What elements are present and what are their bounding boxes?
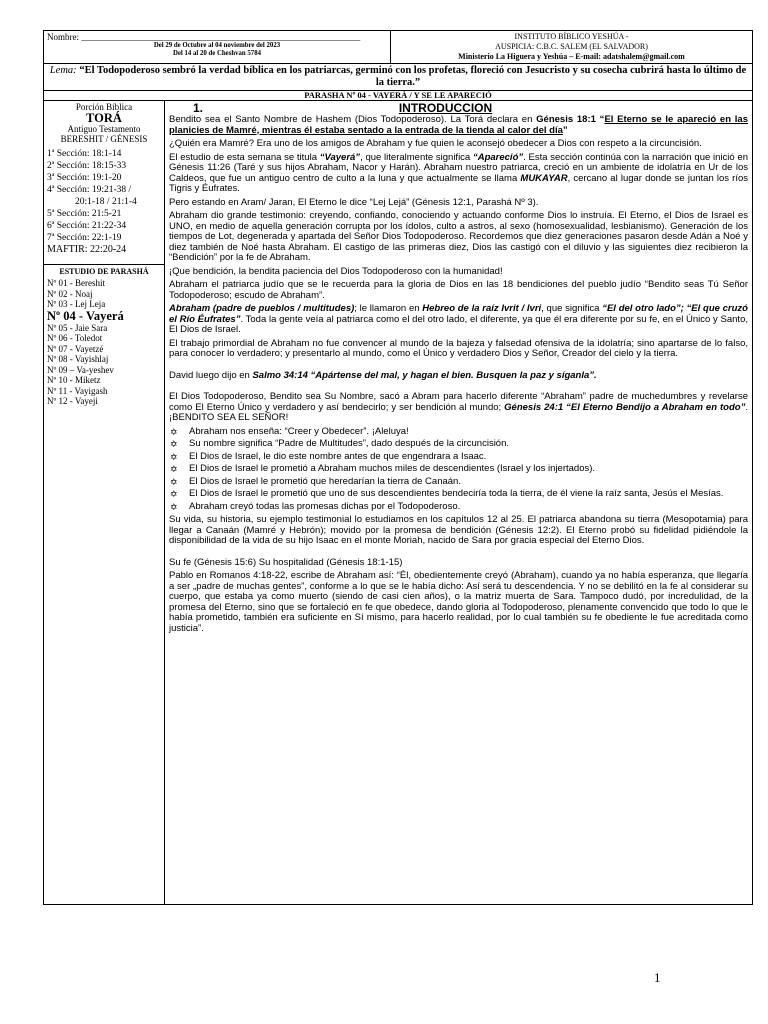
star-of-david-icon: ✡ <box>170 501 178 512</box>
section-item: 5ª Sección: 21:5-21 <box>47 209 122 219</box>
name-field-label: Nombre: ______________________________________________________________ <box>47 32 361 42</box>
parasha-item: Nº 10 - Miketz <box>47 375 101 385</box>
paragraph: Abraham (padre de pueblos / multitudes); le llamaron en Hebreo de la raíz Ivrit / Ivri, que significa “El del otro lado”; “El que cruzó el Río Éufrates”. Toda la gente veía al patriarca como el del otro lado, el diferente, ya que él era diferente por su fe, en el Único y Santo, El Dios de Israel. <box>169 303 748 335</box>
parasha-item: Nº 09 – Va-yeshev <box>47 364 114 375</box>
section-item: 7ª Sección: 22:1-19 <box>47 233 122 243</box>
header-table <box>43 30 753 64</box>
star-of-david-icon: ✡ <box>170 439 178 449</box>
paragraph: El Dios Todopoderoso, Bendito sea Su Nombre, sacó a Abram para hacerlo diferente “Abraham” padre de muchedumbres y revelarse como El Eterno Único y verdadero y así bendecirlo; y ser bendición al mundo; Génesis 24:1 “El Eterno Bendijo a Abraham en todo”. ¡BENDITO SEA EL SEÑOR! <box>169 391 748 423</box>
main-content <box>165 101 752 904</box>
parasha-item: Nº 08 - Vayishlaj <box>47 354 109 364</box>
lema-label: Lema: <box>49 65 77 76</box>
parasha-item: Nº 05 - Jaie Sara <box>47 322 108 333</box>
list-item: ✡ Su nombre significa “Padre de Multitudes”, dado después de la circuncisión. <box>170 438 510 449</box>
header-right-cell <box>391 31 753 64</box>
parasha-item: Nº 01 - Bereshit <box>47 278 106 288</box>
parasha-item: Nº 07 - Vayetzé <box>47 343 104 354</box>
paragraph: Pablo en Romanos 4:18-22, escribe de Abraham así: “Él, obedientemente creyó (Abraham), cuando ya no había esperanza, que llegaría a ser „padre de muchas gentes”, conforme a lo que se le había dicho: Así será tu descendencia. Y no se debilitó en la fe al considerar su cuerpo, que estaba ya como muerto (siendo de casi cien años), o la matriz muerta de Sara. Tampoco dudó, por incredulidad, de la promesa del Eterno, sino que se fortaleció en fe que obedece, dando gloria al Todopoderoso, plenamente convencido que todo lo que le había prometido, también era suficiente en Sí mismo, para hacerlo realidad, por lo cual también su fe obediente le fue acreditada como justicia”. <box>169 570 748 634</box>
paragraph: Bendito sea el Santo Nombre de Hashem (Dios Todopoderoso). La Torá declara en Génesis 18:1 “El Eterno se le apareció en las planicies de Mamré, mientras él estaba sentado a la entrada de la tienda al calor del día” <box>169 114 748 136</box>
section-title: INTRODUCCION <box>398 101 493 115</box>
section-list <box>44 144 164 256</box>
estudio-title: ESTUDIO DE PARASHÁ <box>59 267 149 276</box>
parasha-item: Nº 11 - Vayigash <box>47 385 108 396</box>
list-item: ✡ El Dios de Israel le prometió que uno de sus descendientes bendeciría toda la tierra, de él viene la raíz santa, Jesús el Mesías. <box>170 488 724 499</box>
parasha-item: Nº 02 - Noaj <box>47 288 93 299</box>
book-label: BERESHIT / GÉNESIS <box>60 133 148 144</box>
list-item: ✡ El Dios de Israel, le dio este nombre antes de que engendrara a Isaac. <box>170 450 487 462</box>
ministry-contact: Ministerio La Higuera y Yeshúa – E-mail: adatshalem@gmail.com <box>458 52 685 61</box>
paragraph: Abraham dio grande testimonio: creyendo, confiando, conociendo y actuando conforme Dios lo instruía. El Eterno, el Dios de Israel es UNO, en medio de aquella generación corrupta por los ídolos, culto a astros, al sexo (homosexualidad, lesbianismo). Generación de los tiempos de Lot, degenerada y apartada del Señor Dios Todopoderoso. Recordemos que diez generaciones pasaron desde Adán a Noé y diez también de Noé hasta Abraham. El castigo de las primeras diez, Dios las castigó con el diluvio y las siguientes diez recibieron la “Bendición” por la fe de Abraham. <box>169 210 748 263</box>
section-number: 1. <box>193 101 204 115</box>
paragraph: Abraham el patriarca judío que se le recuerda para la gloria de Dios en las 18 bendiciones del pueblo judío “Bendito seas Tú Señor Todopoderoso; escudo de Abraham”. <box>169 279 748 301</box>
paragraph: David luego dijo en Salmo 34:14 “Apártense del mal, y hagan el bien. Busquen la paz y síganla”. <box>169 369 597 381</box>
paragraph: Su fe (Génesis 15:6) Su hospitalidad (Génesis 18:1-15) <box>169 556 403 568</box>
institute-sponsor: AUSPICIA: C.B.C. SALEM (EL SALVADOR) <box>495 42 648 51</box>
paragraph: ¡Que bendición, la bendita paciencia del Dios Todopoderoso con la humanidad! <box>169 265 503 277</box>
porcion-label: Porción Bíblica <box>75 102 133 112</box>
section-item: 20:1-18 / 21:1-4 <box>75 197 137 207</box>
sidebar <box>44 101 165 904</box>
parasha-item: Nº 06 - Toledot <box>47 333 103 343</box>
worksheet <box>43 30 753 905</box>
maftir-item: MAFTIR: 22:20-24 <box>47 244 127 255</box>
star-of-david-icon: ✡ <box>170 489 178 499</box>
section-item: 6ª Sección: 21:22-34 <box>47 221 127 231</box>
list-item: ✡ Abraham creyó todas las promesas dichas por el Todopoderoso. <box>170 500 461 512</box>
testamento-label: Antiguo Testamento <box>67 124 141 134</box>
parasha-item-current: Nº 04 - Vayerá <box>47 308 124 323</box>
content-row <box>43 101 753 905</box>
lema-box <box>43 64 753 91</box>
parasha-title: PARASHA Nº 04 - VAYERÁ / Y SE LE APARECIÓ <box>43 91 753 101</box>
list-item: ✡ El Dios de Israel le prometió que heredarían la tierra de Canaán. <box>170 475 461 487</box>
header-left-cell <box>44 31 391 64</box>
page-number: 1 <box>654 970 661 985</box>
paragraph: El estudio de esta semana se titula “Vayerá”, que literalmente significa “Apareció”. Esta sección continúa con la narración que inició en Génesis 11:26 (Taré y sus hijos Abraham, Nacor y Harán). Abraham nuestro patriarca, creció en un ambiente de idolatría en Ur de los Caldeos, que fue un antiguo centro de culto a la luna y que actualmente se llama MUKAYAR, cercano al lugar donde se juntan los ríos Tigris y Éufrates. <box>169 151 749 194</box>
date-range: Del 29 de Octubre al 04 noviembre del 2023 <box>153 42 281 49</box>
paragraph: ¿Quién era Mamré? Era uno de los amigos de Abraham y fue quien le aconsejó obedecer a Dios con respeto a la circuncisión. <box>169 138 702 149</box>
paragraph: El trabajo primordial de Abraham no fue convencer al mundo de la bajeza y falsedad ofensiva de la idolatría; sino apartarse de lo falso, para conocer lo verdadero; y presentarlo al mundo, como el Único y verdadero Dios y Señor, Creador del cielo y la tierra. <box>169 337 748 359</box>
sidebar-header <box>44 102 164 144</box>
estudio-section <box>44 264 164 407</box>
list-item: ✡ Abraham nos enseña: “Creer y Obedecer”. ¡Aleluya! <box>170 425 409 437</box>
section-item: 3ª Sección: 19:1-20 <box>47 173 122 183</box>
section-item: 4ª Sección: 19:21-38 / <box>47 185 132 195</box>
star-of-david-icon: ✡ <box>170 464 178 474</box>
list-item: ✡ El Dios de Israel le prometió a Abraham muchos miles de descendientes (Israel y los injertados). <box>170 463 596 474</box>
paragraph: Su vida, su historia, su ejemplo testimonial lo estudiamos en los capítulos 12 al 25. El patriarca abandona su tierra (Mesopotamia) para llegar a Canaán (Mamré y Hebrón); movido por la promesa de bendición (Génesis 12:2). El Eterno probó su fidelidad pidiéndole la disponibilidad de la vida de su hijo Isaac en el monte Moriah, nacido de Sara por gracia especial del Eterno Dios. <box>169 514 748 546</box>
hebrew-date-range: Del 14 al 20 de Cheshvan 5784 <box>173 50 261 57</box>
paragraph: Pero estando en Aram/ Jaran, El Eterno le dice “Lej Lejá” (Génesis 12:1, Parashá Nº 3). <box>169 196 539 208</box>
star-of-david-icon: ✡ <box>170 426 178 437</box>
lema-text: “El Todopoderoso sembró la verdad bíblica en los patriarcas, germinó con los profetas, floreció con Jesucristo y su cosecha cubrirá hasta lo último de la tierra.” <box>79 65 747 88</box>
parasha-item: Nº 12 - Vayeji <box>47 396 98 406</box>
tora-label: TORÁ <box>86 111 122 125</box>
star-of-david-icon: ✡ <box>170 451 178 462</box>
parasha-list <box>44 276 164 407</box>
star-of-david-icon: ✡ <box>170 476 178 487</box>
promises-list <box>169 427 748 513</box>
section-item: 2ª Sección: 18:15-33 <box>47 161 127 171</box>
parasha-item: Nº 03 - Lej Leja <box>47 299 106 309</box>
section-item: 1ª Sección: 18:1-14 <box>47 149 122 159</box>
institute-name: INSTITUTO BÍBLICO YESHÚA - <box>514 32 629 41</box>
